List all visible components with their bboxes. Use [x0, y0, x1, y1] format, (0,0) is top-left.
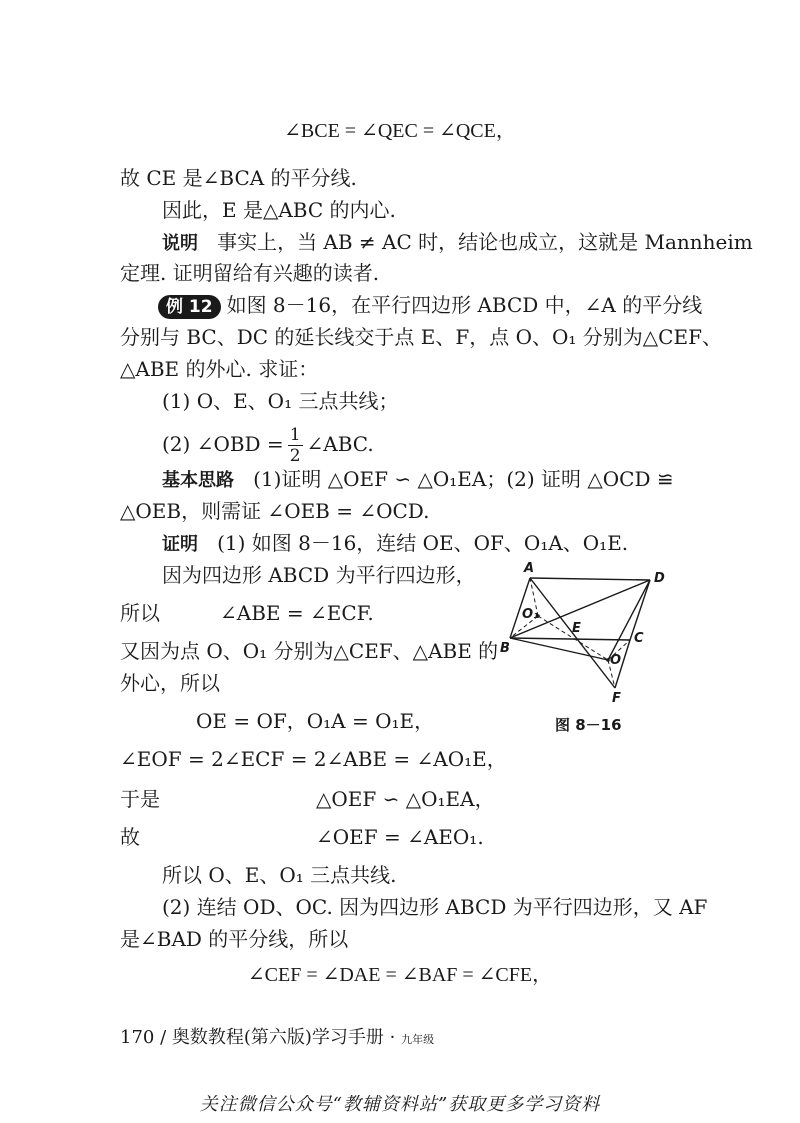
connector-word: 故 — [120, 825, 140, 849]
label-F: F — [612, 691, 621, 706]
example-line — [158, 292, 702, 319]
label-O1: O₁ — [522, 607, 539, 622]
geometry-figure — [500, 558, 680, 708]
equation-line: ∠BCE = ∠QEC = ∠QCE， — [284, 120, 516, 142]
text-line: 因此，E 是△ABC 的内心. — [162, 198, 396, 222]
page-number: 170 — [120, 1027, 155, 1048]
eq-left: (2) ∠OBD = — [162, 432, 284, 456]
text-line: 因为四边形 ABCD 为平行四边形， — [162, 563, 476, 587]
note-text: 事实上，当 AB ≠ AC 时，结论也成立，这就是 Mannheim — [217, 230, 753, 254]
note-line — [162, 229, 753, 257]
label-C: C — [634, 631, 644, 646]
text-line: 是∠BAD 的平分线，所以 — [120, 927, 349, 951]
text-line — [120, 600, 374, 626]
segment-AD — [530, 578, 650, 580]
equation-line: ∠CEF = ∠DAE = ∠BAF = ∠CFE， — [247, 964, 553, 986]
connector-word: 所以 — [120, 601, 160, 625]
text-line: 外心，所以 — [120, 671, 220, 695]
text-line: △ABE 的外心. 求证： — [120, 357, 319, 381]
text-line: 定理. 证明留给有兴趣的读者. — [120, 261, 380, 285]
text-line: (1) O、E、O₁ 三点共线； — [162, 389, 399, 413]
equation-line: OE = OF，O₁A = O₁E， — [196, 709, 435, 733]
figure-caption: 图 8－16 — [555, 716, 622, 734]
text-line: 所以 O、E、O₁ 三点共线. — [162, 863, 397, 887]
example-text: 如图 8－16，在平行四边形 ABCD 中，∠A 的平分线 — [226, 293, 703, 317]
idea-text: (1)证明 △OEF ∽ △O₁EA；(2) 证明 △OCD ≌ — [253, 467, 674, 491]
page-footer — [120, 1023, 434, 1049]
connector-word: 于是 — [120, 787, 160, 811]
fraction-numerator: 1 — [289, 425, 301, 445]
grade-label: 九年级 — [401, 1033, 435, 1046]
text-line: △OEB，则需证 ∠OEB = ∠OCD. — [120, 499, 430, 523]
proof-text: (1) 如图 8－16，连结 OE、OF、O₁A、O₁E. — [217, 531, 629, 555]
text-line: (2) 连结 OD、OC. 因为四边形 ABCD 为平行四边形，又 AF — [162, 895, 708, 919]
example-badge: 例 12 — [158, 295, 221, 319]
segment-BC — [510, 638, 630, 640]
fraction-denominator: 2 — [289, 446, 301, 466]
equation-line — [162, 422, 374, 466]
idea-label: 基本思路 — [162, 470, 234, 491]
watermark-note: 关注微信公众号“教辅资料站”获取更多学习资料 — [199, 1094, 601, 1115]
text-line — [120, 786, 495, 812]
segment-BO — [510, 638, 608, 660]
eq-right: ∠ABC. — [306, 432, 374, 456]
label-E: E — [572, 621, 581, 636]
book-title: / 奥数教程(第六版)学习手册 · — [160, 1027, 396, 1048]
label-A: A — [524, 561, 535, 576]
text-line — [120, 824, 484, 850]
label-B: B — [500, 641, 510, 656]
equation: ∠ABE = ∠ECF. — [220, 601, 374, 625]
idea-line — [162, 466, 674, 494]
proof-line — [162, 530, 628, 558]
label-O: O — [610, 653, 622, 668]
proof-label: 证明 — [162, 534, 198, 555]
equation: ∠OEF = ∠AEO₁. — [316, 825, 484, 849]
label-D: D — [654, 571, 665, 586]
equation-line: ∠EOF = 2∠ECF = 2∠ABE = ∠AO₁E， — [120, 747, 507, 771]
equation: △OEF ∽ △O₁EA， — [316, 787, 495, 811]
text-line: 分别与 BC、DC 的延长线交于点 E、F，点 O、O₁ 分别为△CEF、 — [120, 325, 722, 349]
text-line: 又因为点 O、O₁ 分别为△CEF、△ABE 的 — [120, 639, 499, 663]
fraction — [288, 425, 303, 466]
note-label: 说明 — [162, 233, 198, 254]
segment-DO — [608, 580, 650, 660]
text-line: 故 CE 是∠BCA 的平分线. — [120, 166, 357, 190]
